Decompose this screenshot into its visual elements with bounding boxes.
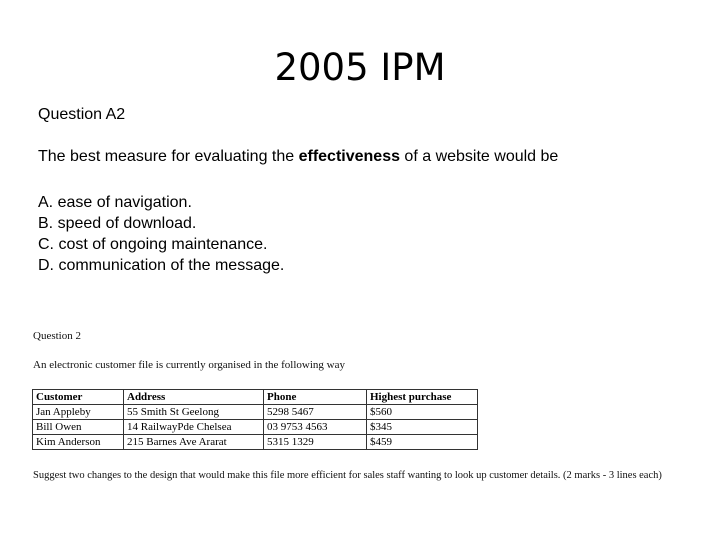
option-a: A. ease of navigation.: [38, 194, 192, 211]
table-row: [33, 435, 478, 450]
table-header-row: [33, 390, 478, 405]
cell-phone: 03 9753 4563: [264, 420, 367, 435]
cell-purchase: $459: [367, 435, 478, 450]
header-address: Address: [124, 390, 264, 405]
stem-text-after: of a website would be: [399, 148, 559, 165]
table-row: [33, 405, 478, 420]
cell-customer: Jan Appleby: [33, 405, 124, 420]
cell-address: 14 RailwayPde Chelsea: [124, 420, 264, 435]
option-b: B. speed of download.: [38, 215, 197, 232]
cell-address: 55 Smith St Geelong: [124, 405, 264, 420]
question-label: Question A2: [38, 106, 126, 123]
slide-title: 2005 IPM: [274, 46, 446, 89]
stem-text-before: The best measure for evaluating the: [38, 148, 299, 165]
cell-purchase: $560: [367, 405, 478, 420]
scanned-question-label: Question 2: [33, 330, 81, 342]
cell-customer: Bill Owen: [33, 420, 124, 435]
cell-phone: 5298 5467: [264, 405, 367, 420]
cell-phone: 5315 1329: [264, 435, 367, 450]
answer-options: [38, 192, 284, 276]
header-phone: Phone: [264, 390, 367, 405]
cell-customer: Kim Anderson: [33, 435, 124, 450]
scanned-intro: An electronic customer file is currently organised in the following way: [33, 359, 345, 371]
option-d: D. communication of the message.: [38, 257, 285, 274]
cell-address: 215 Barnes Ave Ararat: [124, 435, 264, 450]
scanned-suggest-instruction: Suggest two changes to the design that would make this file more efficient for sales staff wanting to look up customer details. (2 marks - 3 lines each): [33, 470, 662, 481]
question-stem: [38, 148, 558, 166]
cell-purchase: $345: [367, 420, 478, 435]
header-highest-purchase: Highest purchase: [367, 390, 478, 405]
header-customer: Customer: [33, 390, 124, 405]
option-c: C. cost of ongoing maintenance.: [38, 236, 268, 253]
table-row: [33, 420, 478, 435]
stem-emphasis: effectiveness: [298, 148, 400, 165]
customer-table: [32, 389, 478, 450]
